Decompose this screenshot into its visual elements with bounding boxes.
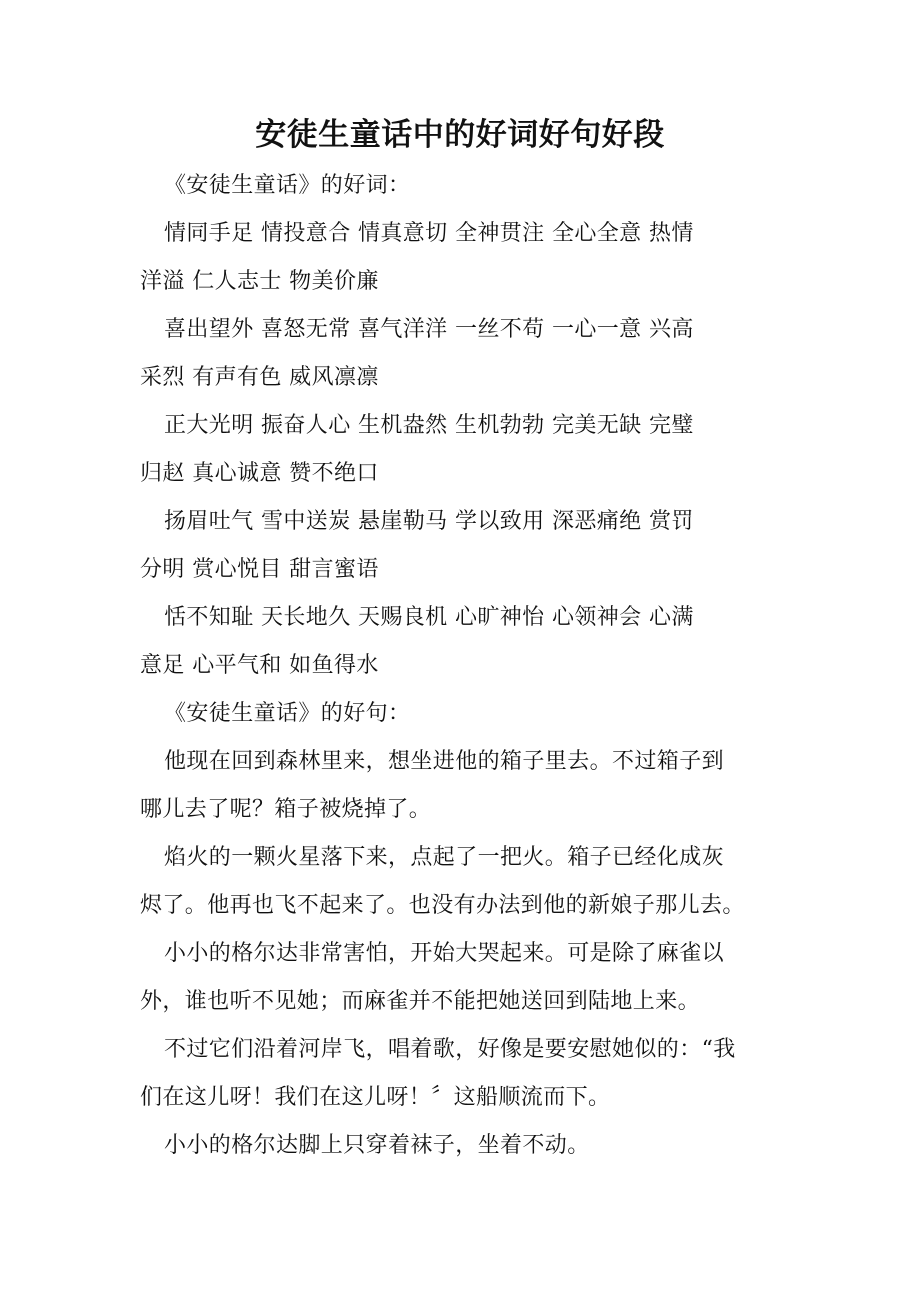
sentence-paragraph-1 [140, 738, 790, 834]
paragraph-line: 正大光明 振奋人心 生机盎然 生机勃勃 完美无缺 完璧 [164, 413, 694, 438]
word-list-paragraph-5 [140, 594, 790, 690]
paragraph-line: 他现在回到森林里来，想坐进他的箱子里去。不过箱子到 [164, 749, 725, 774]
paragraph-line: 洋溢 仁人志士 物美价廉 [140, 269, 379, 294]
paragraph-line: 扬眉吐气 雪中送炭 悬崖勒马 学以致用 深恶痛绝 赏罚 [164, 509, 694, 534]
paragraph-line: 归赵 真心诚意 赞不绝口 [140, 461, 379, 486]
paragraph-line: 们在这儿呀！我们在这儿呀！〞这船顺流而下。 [140, 1085, 611, 1110]
document-body [140, 162, 790, 1170]
paragraph-line: 外，谁也听不见她；而麻雀并不能把她送回到陆地上来。 [140, 989, 701, 1014]
word-list-paragraph-4 [140, 498, 790, 594]
sentence-paragraph-3 [140, 930, 790, 1026]
paragraph-line: 焰火的一颗火星落下来，点起了一把火。箱子已经化成灰 [164, 845, 725, 870]
sentence-paragraph-2 [140, 834, 790, 930]
document-title: 安徒生童话中的好词好句好段 [255, 117, 665, 153]
paragraph-line: 烬了。他再也飞不起来了。也没有办法到他的新娘子那儿去。 [140, 893, 745, 918]
sentence-paragraph-4 [140, 1026, 790, 1122]
section-heading-good-words: 《安徒生童话》的好词： [164, 173, 411, 198]
paragraph-line: 小小的格尔达非常害怕，开始大哭起来。可是除了麻雀以 [164, 941, 725, 966]
word-list-paragraph-2 [140, 306, 790, 402]
paragraph-line: 采烈 有声有色 威风凛凛 [140, 365, 379, 390]
paragraph-line: 情同手足 情投意合 情真意切 全神贯注 全心全意 热情 [164, 221, 694, 246]
paragraph-line: 小小的格尔达脚上只穿着袜子，坐着不动。 [164, 1133, 590, 1158]
paragraph-line: 意足 心平气和 如鱼得水 [140, 653, 379, 678]
paragraph-line: 不过它们沿着河岸飞，唱着歌，好像是要安慰她似的：“我 [164, 1037, 736, 1062]
word-list-paragraph-3 [140, 402, 790, 498]
paragraph-line: 哪儿去了呢？箱子被烧掉了。 [140, 797, 432, 822]
paragraph-line: 喜出望外 喜怒无常 喜气洋洋 一丝不苟 一心一意 兴高 [164, 317, 694, 342]
paragraph-line: 恬不知耻 天长地久 天赐良机 心旷神怡 心领神会 心满 [164, 605, 694, 630]
sentence-paragraph-5 [140, 1122, 790, 1170]
section-heading-good-sentences: 《安徒生童话》的好句： [164, 701, 411, 726]
paragraph-line: 分明 赏心悦目 甜言蜜语 [140, 557, 379, 582]
word-list-paragraph-1 [140, 210, 790, 306]
